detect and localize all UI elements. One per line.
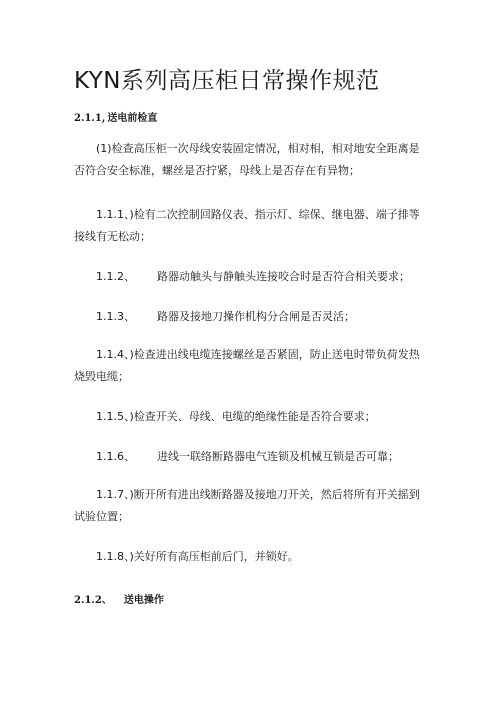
- section-heading-pre-power-check: [74, 109, 157, 124]
- section-label: 送电前检直: [107, 113, 158, 124]
- list-item: [74, 344, 426, 388]
- item-text: )断开所有进出线断路器及接地刀开关，然后将所有开关摇到试验位置；: [74, 488, 420, 523]
- section-heading-power-on: [74, 591, 164, 606]
- list-item: [74, 138, 426, 182]
- item-code: 1.1.6、: [96, 450, 135, 463]
- list-item: [74, 484, 426, 528]
- list-item: [74, 546, 426, 568]
- item-code: 1.1.8、: [96, 550, 130, 563]
- document-title: KYN系列高压柜日常操作规范: [74, 68, 380, 94]
- item-text: (1)检查高压柜一次母线安装固定情况，相对相，相对地安全距离是否符合安全标准，螺丝是否拧紧，母线上是否存在有异物；: [74, 142, 420, 177]
- item-text: )关好所有高压柜前后门，并锁好。: [129, 550, 299, 563]
- item-code: 1.1.4、: [96, 348, 130, 361]
- list-item: [74, 306, 426, 328]
- item-code: 1.1.7、: [96, 488, 130, 501]
- item-text: 进线一联络断路器电气连锁及机械互锁是否可靠；: [157, 450, 399, 463]
- list-item: [74, 266, 426, 288]
- item-code: 1.1.2、: [96, 270, 135, 283]
- section-label: 送电操作: [123, 595, 164, 606]
- item-code: 1.1.5、: [96, 410, 130, 423]
- list-item: [74, 406, 426, 428]
- item-text: )检查开关、母线、电缆的绝缘性能是否符合要求；: [129, 410, 376, 423]
- section-number: 2.1.1,: [74, 113, 106, 124]
- item-code: 1.1.1、: [96, 208, 130, 221]
- item-text: )检查进出线电缆连接螺丝是否紧固，防止送电时带负荷发热烧毁电缆；: [74, 348, 420, 383]
- list-item: [74, 204, 426, 248]
- item-text: 路器动触头与静触头连接咬合时是否符合相关要求；: [157, 270, 410, 283]
- item-text: 路器及接地刀操作机构分合闸是否灵活；: [157, 310, 355, 323]
- item-code: 1.1.3、: [96, 310, 135, 323]
- section-number: 2.1.2、: [74, 595, 112, 606]
- item-text: )检有二次控制回路仪表、指示灯、综保、继电器、端子排等接线有无松动；: [74, 208, 420, 243]
- list-item: [74, 446, 426, 468]
